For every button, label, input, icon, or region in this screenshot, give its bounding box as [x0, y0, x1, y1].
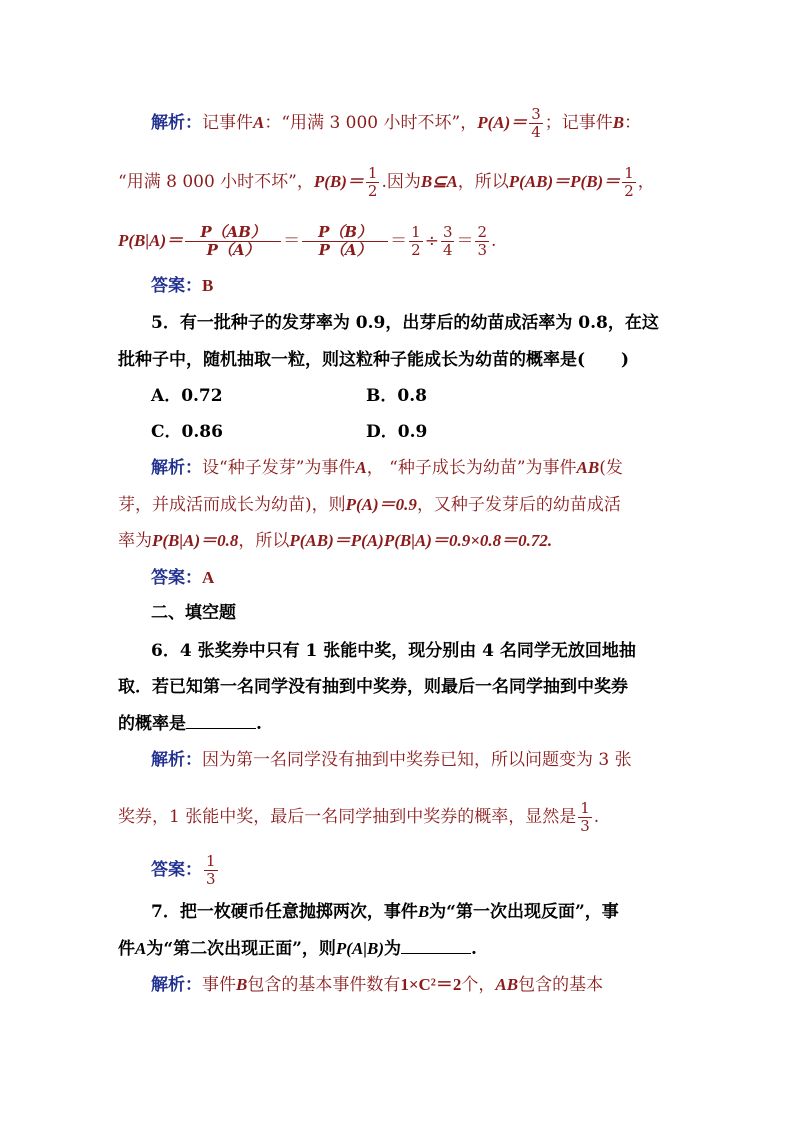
q6-answer: 答案： $\frac{1}{3}$ [151, 852, 216, 888]
q5-option-a: A．0.72 [151, 386, 223, 406]
fraction: $\frac{1}{2}$ [624, 164, 634, 200]
q5-solution-line-1: 解析：设“种子发芽”为事件A， “种子成长为幼苗”为事件AB(发 [151, 458, 623, 478]
fraction: $\frac{P(AB)}{P(A)}$ [185, 224, 281, 259]
q6-stem-line-1: 6．4 张奖券中只有 1 张能中奖，现分别由 4 名同学无放回地抽 [151, 641, 636, 661]
q6-solution-line-1: 解析：因为第一名同学没有抽到中奖券已知，所以问题变为 3 张 [151, 750, 632, 770]
fraction: $\frac{2}{3}$ [477, 223, 488, 259]
fraction: $\frac{1}{3}$ [580, 799, 590, 835]
fraction: $\frac{1}{2}$ [367, 164, 378, 200]
q6-stem-line-3: 的概率是 . [118, 714, 262, 734]
fraction: $\frac{3}{4}$ [442, 223, 453, 259]
analysis-label: 解析 [151, 975, 185, 995]
q5-stem-line-2: 批种子中，随机抽取一粒，则这粒种子能成长为幼苗的概率是( ) [118, 350, 630, 370]
fraction: $\frac{1}{2}$ [411, 223, 421, 259]
analysis-label: 解析 [151, 113, 185, 133]
q5-solution-line-3: 率为P(B|A)＝0.8，所以P(AB)＝P(A)P(B|A)＝0.9×0.8＝0.72. [118, 531, 553, 551]
answer-blank [186, 712, 256, 729]
answer-label: 答案 [151, 568, 185, 588]
answer-fraction: $\frac{1}{3}$ [206, 852, 216, 888]
section-heading: 二、填空题 [151, 603, 236, 623]
answer-label: 答案 [151, 860, 185, 880]
q5-option-d: D．0.9 [366, 422, 428, 442]
answer-blank [401, 937, 471, 954]
q4-solution-line-2: “用满 8 000 小时不坏”，P(B)＝ $\frac{1}{2}$ .因为B⊆A，所以P(AB)＝P(B)＝ $\frac{1}{2}$ ， [118, 164, 655, 200]
q4-solution-line-1: 解析：记事件A：“用满 3 000 小时不坏”，P(A)＝ $\frac{3}{4}$ ；记事件B： [151, 105, 642, 141]
q7-stem-line-1: 7．把一枚硬币任意抛掷两次，事件B为“第一次出现反面”，事 [151, 902, 619, 922]
q5-stem-line-1: 5．有一批种子的发芽率为 0.9，出芽后的幼苗成活率为 0.8，在这 [151, 313, 659, 333]
analysis-label: 解析 [151, 750, 185, 770]
answer-label: 答案 [151, 276, 185, 296]
q6-stem-line-2: 取．若已知第一名同学没有抽到中奖券，则最后一名同学抽到中奖券 [118, 677, 628, 697]
q4-solution-line-3: P(B|A)＝ $\frac{P(AB)}{P(A)}$ ＝ $\frac{P(B)}{P(A)}$ ＝ $\frac{1}{2}$ ÷ $\frac{3}{4}$ ＝ $\frac{2}{3}$ . [118, 223, 497, 259]
q5-option-b: B．0.8 [366, 386, 427, 406]
fraction: $\frac{P(B)}{P(A)}$ [302, 224, 388, 259]
q5-answer: 答案：A [151, 568, 215, 588]
fraction: $\frac{3}{4}$ [531, 105, 541, 141]
q7-stem-line-2: 件A为“第二次出现正面”，则P(A|B)为 . [118, 939, 477, 959]
q6-solution-line-2: 奖券，1 张能中奖，最后一名同学抽到中奖券的概率，显然是 $\frac{1}{3}$ . [118, 799, 600, 835]
q5-option-c: C．0.86 [151, 422, 223, 442]
q5-solution-line-2: 芽，并成活而成长为幼苗)，则P(A)＝0.9，又种子发芽后的幼苗成活 [118, 495, 621, 515]
q7-solution-line-1: 解析：事件B包含的基本事件数有1×C²＝2个，AB包含的基本 [151, 975, 604, 995]
q4-answer: 答案：B [151, 276, 214, 296]
analysis-label: 解析 [151, 458, 185, 478]
answer-value: A [202, 568, 215, 587]
answer-value: B [202, 276, 214, 295]
